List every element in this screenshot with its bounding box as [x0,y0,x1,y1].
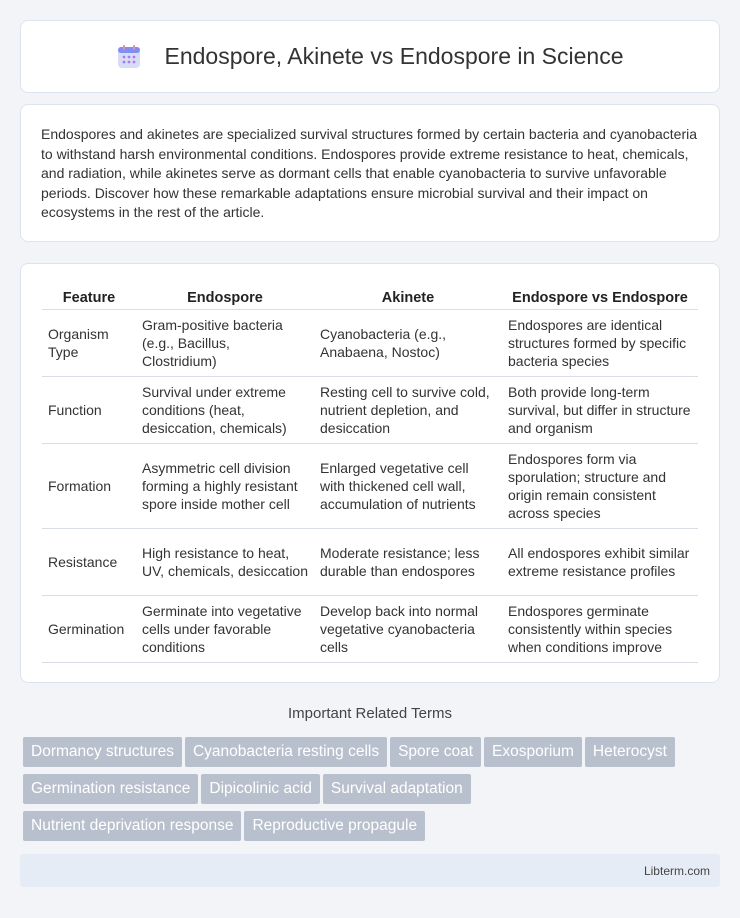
related-terms-title: Important Related Terms [288,705,452,722]
table-cell: Germination [42,596,136,663]
table-cell: All endospores exhibit similar extreme resistance profiles [502,529,698,596]
table-cell: Both provide long-term survival, but differ in structure and organism [502,377,698,444]
footer-site-link[interactable]: Libterm.com [643,864,710,878]
page-title: Endospore, Akinete vs Endospore in Science [164,43,624,69]
table-cell: Survival under extreme conditions (heat, desiccation, chemicals) [136,377,314,444]
table-cell: Resting cell to survive cold, nutrient depletion, and desiccation [314,377,502,444]
table-cell: Develop back into normal vegetative cyanobacteria cells [314,596,502,663]
table-row [42,444,698,529]
table-row [42,529,698,596]
column-header: Endospore [136,284,314,310]
related-term-tag[interactable]: Spore coat [390,737,481,767]
related-term-tag[interactable]: Cyanobacteria resting cells [185,737,387,767]
related-term-tag[interactable]: Dormancy structures [23,737,182,767]
table-row [42,310,698,377]
table-cell: Moderate resistance; less durable than endospores [314,529,502,596]
table-cell: Endospores are identical structures formed by specific bacteria species [502,310,698,377]
related-term-tag[interactable]: Nutrient deprivation response [23,811,241,841]
table-cell: Endospores form via sporulation; structure and origin remain consistent across species [502,444,698,529]
intro-text: Endospores and akinetes are specialized survival structures formed by certain bacteria and cyanobacteria to withstand harsh environmental conditions. Endospores provide extreme resistance to heat, chemicals, and radiation, while akinetes serve as dormant cells that enable cyanobacteria to survive unfavorable periods. Discover how these remarkable adaptations ensure microbial survival and their impact on ecosystems in the rest of the article. [41,126,698,220]
table-cell: Function [42,377,136,444]
column-header: Feature [42,284,136,310]
table-cell: Formation [42,444,136,529]
column-header: Akinete [314,284,502,310]
table-cell: Gram-positive bacteria (e.g., Bacillus, Clostridium) [136,310,314,377]
table-cell: Asymmetric cell division forming a highly resistant spore inside mother cell [136,444,314,529]
related-term-tag[interactable]: Heterocyst [585,737,675,767]
column-header: Endospore vs Endospore [502,284,698,310]
related-term-tag[interactable]: Reproductive propagule [244,811,425,841]
related-terms-list [23,737,723,848]
calendar-grid-icon [116,44,142,70]
table-cell: Resistance [42,529,136,596]
table-cell: Germinate into vegetative cells under favorable conditions [136,596,314,663]
table-row [42,596,698,663]
footer [20,854,720,887]
related-term-tag[interactable]: Dipicolinic acid [201,774,320,804]
header-card [20,20,720,93]
related-term-tag[interactable]: Germination resistance [23,774,198,804]
table-cell: Enlarged vegetative cell with thickened cell wall, accumulation of nutrients [314,444,502,529]
comparison-table-card [20,263,720,683]
table-row [42,377,698,444]
related-term-tag[interactable]: Survival adaptation [323,774,471,804]
table-header-row [42,284,698,310]
table-cell: Organism Type [42,310,136,377]
table-cell: Endospores germinate consistently within species when conditions improve [502,596,698,663]
comparison-table [42,284,698,663]
related-term-tag[interactable]: Exosporium [484,737,582,767]
table-cell: Cyanobacteria (e.g., Anabaena, Nostoc) [314,310,502,377]
table-cell: High resistance to heat, UV, chemicals, desiccation [136,529,314,596]
intro-card [20,104,720,242]
